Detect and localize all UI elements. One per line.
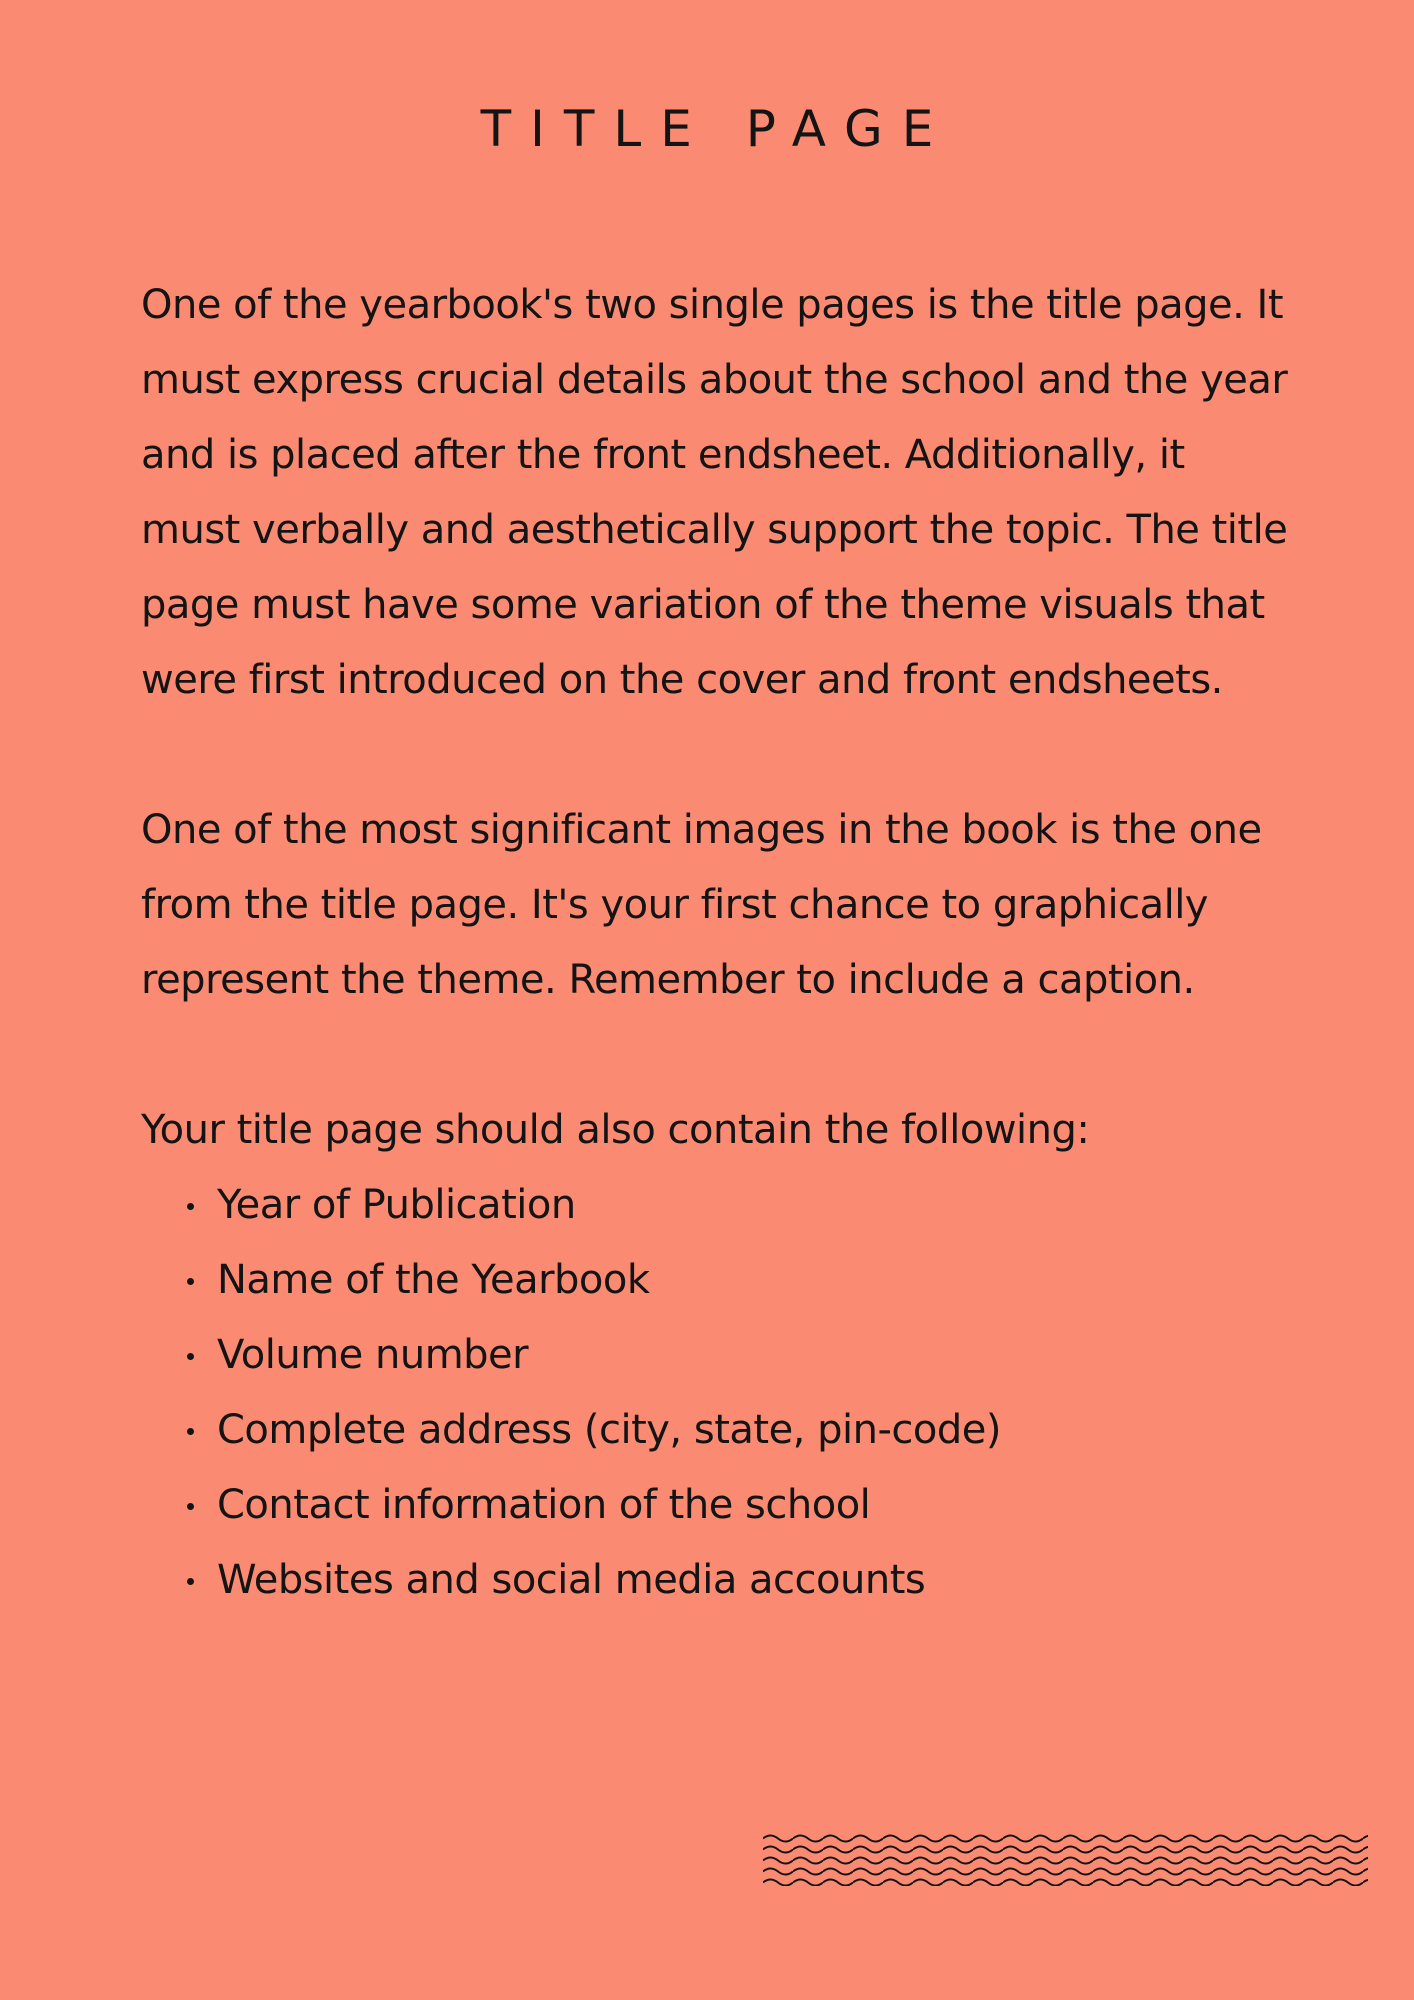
- list-item: Complete address (city, state, pin-code): [217, 1393, 1291, 1468]
- list-intro: Your title page should also contain the following:: [141, 1107, 1090, 1153]
- page-title: TITLE PAGE: [480, 100, 953, 158]
- document-body: [141, 268, 1291, 1618]
- paragraph-title-page-description: One of the yearbook's two single pages is the title page. It must express crucial details about the school and the year and is placed after the front endsheet. Additionally, it must verbally and aesthetically support the topic. The title page must have some variation of the theme visuals that were first introduced on the cover and front endsheets.: [141, 282, 1288, 703]
- list-item: Name of the Yearbook: [217, 1243, 1291, 1318]
- list-item: Volume number: [217, 1318, 1291, 1393]
- paragraph-title-page-image: One of the most significant images in the book is the one from the title page. It's your first chance to graphically represent the theme. Remember to include a caption.: [141, 807, 1262, 1003]
- requirements-list: [141, 1168, 1291, 1618]
- list-item: Websites and social media accounts: [217, 1543, 1291, 1618]
- list-item: Year of Publication: [217, 1168, 1291, 1243]
- wave-pattern-icon: [763, 1832, 1368, 1886]
- list-item: Contact information of the school: [217, 1468, 1291, 1543]
